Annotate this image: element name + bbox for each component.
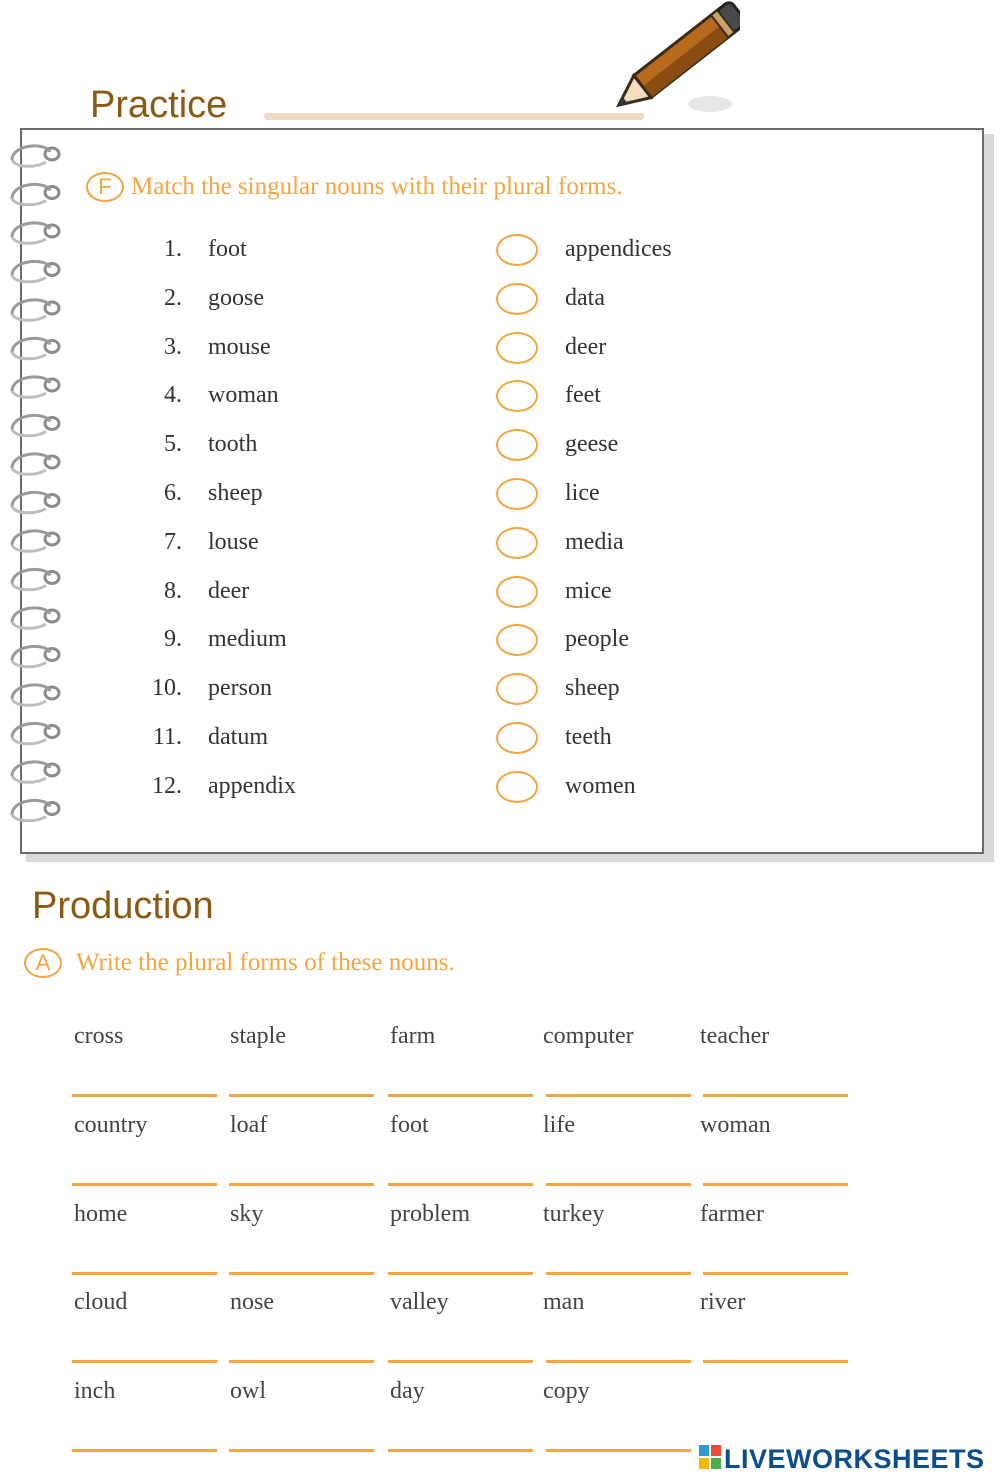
- item-number: 1.: [164, 236, 182, 262]
- answer-blank-input[interactable]: [703, 1272, 848, 1275]
- item-number: 7.: [164, 528, 182, 555]
- noun-prompt: nose: [230, 1289, 274, 1316]
- singular-noun: woman: [208, 382, 279, 409]
- answer-blank-input[interactable]: [703, 1094, 848, 1097]
- item-number: 8.: [164, 577, 182, 604]
- plural-option: people: [565, 626, 629, 653]
- noun-prompt: turkey: [543, 1200, 605, 1227]
- noun-prompt: home: [74, 1200, 128, 1227]
- answer-blank-input[interactable]: [72, 1094, 217, 1097]
- answer-blank-input[interactable]: [388, 1183, 533, 1186]
- answer-circle-input[interactable]: [496, 332, 538, 364]
- plural-option: deer: [565, 333, 607, 360]
- singular-noun: goose: [208, 284, 264, 311]
- singular-noun: deer: [208, 577, 250, 604]
- production-instruction: Write the plural forms of these nouns.: [76, 949, 455, 976]
- singular-noun: tooth: [208, 431, 258, 458]
- answer-circle-input[interactable]: [496, 576, 538, 608]
- answer-circle-input[interactable]: [496, 429, 538, 461]
- plural-option: lice: [565, 480, 600, 506]
- plural-option: sheep: [565, 675, 620, 702]
- answer-blank-input[interactable]: [229, 1183, 374, 1186]
- item-number: 4.: [164, 382, 182, 409]
- answer-blank-input[interactable]: [229, 1094, 374, 1097]
- plural-option: feet: [565, 382, 601, 409]
- spiral-binding-icon: [6, 140, 66, 830]
- answer-blank-input[interactable]: [546, 1094, 691, 1097]
- noun-prompt: teacher: [700, 1023, 770, 1049]
- item-number: 6.: [164, 480, 182, 506]
- production-title: Production: [32, 885, 214, 927]
- liveworksheets-logo: LIVEWORKSHEETS: [724, 1444, 985, 1474]
- answer-circle-input[interactable]: [496, 771, 538, 803]
- liveworksheets-logo-icon: [699, 1445, 721, 1469]
- noun-prompt: woman: [700, 1111, 771, 1138]
- answer-blank-input[interactable]: [388, 1449, 533, 1452]
- answer-circle-input[interactable]: [496, 478, 538, 510]
- singular-noun: louse: [208, 528, 259, 555]
- item-number: 12.: [152, 772, 182, 799]
- answer-blank-input[interactable]: [72, 1449, 217, 1452]
- noun-prompt: copy: [543, 1378, 590, 1405]
- plural-option: geese: [565, 431, 619, 458]
- answer-circle-input[interactable]: [496, 234, 538, 266]
- answer-blank-input[interactable]: [388, 1272, 533, 1275]
- singular-noun: person: [208, 675, 272, 702]
- noun-prompt: computer: [543, 1023, 634, 1049]
- answer-blank-input[interactable]: [72, 1183, 217, 1186]
- answer-blank-input[interactable]: [388, 1094, 533, 1097]
- title-underline: [264, 113, 644, 120]
- singular-noun: medium: [208, 626, 287, 653]
- noun-prompt: country: [74, 1111, 148, 1138]
- singular-noun: sheep: [208, 480, 263, 506]
- item-number: 10.: [152, 675, 182, 702]
- answer-blank-input[interactable]: [229, 1360, 374, 1363]
- singular-noun: datum: [208, 724, 268, 750]
- answer-circle-input[interactable]: [496, 527, 538, 559]
- pencil-icon: [600, 0, 740, 130]
- noun-prompt: farm: [390, 1023, 436, 1049]
- item-number: 5.: [164, 431, 182, 458]
- noun-prompt: valley: [390, 1289, 449, 1316]
- practice-instruction: Match the singular nouns with their plural forms.: [131, 173, 623, 200]
- noun-prompt: foot: [390, 1111, 429, 1138]
- plural-option: appendices: [565, 236, 672, 262]
- plural-option: women: [565, 772, 636, 799]
- noun-prompt: river: [700, 1289, 746, 1316]
- answer-blank-input[interactable]: [546, 1449, 691, 1452]
- answer-blank-input[interactable]: [72, 1360, 217, 1363]
- noun-prompt: staple: [230, 1023, 286, 1049]
- noun-prompt: inch: [74, 1378, 116, 1405]
- noun-prompt: sky: [230, 1200, 264, 1227]
- answer-blank-input[interactable]: [703, 1360, 848, 1363]
- item-number: 2.: [164, 284, 182, 311]
- answer-circle-input[interactable]: [496, 673, 538, 705]
- noun-prompt: owl: [230, 1378, 266, 1405]
- plural-option: teeth: [565, 724, 612, 750]
- exercise-badge-a: A: [24, 948, 62, 978]
- exercise-badge-f: F: [86, 172, 124, 202]
- answer-blank-input[interactable]: [546, 1360, 691, 1363]
- answer-blank-input[interactable]: [388, 1360, 533, 1363]
- answer-circle-input[interactable]: [496, 283, 538, 315]
- answer-circle-input[interactable]: [496, 722, 538, 754]
- answer-blank-input[interactable]: [546, 1183, 691, 1186]
- answer-blank-input[interactable]: [229, 1449, 374, 1452]
- item-number: 3.: [164, 333, 182, 360]
- noun-prompt: loaf: [230, 1111, 268, 1138]
- plural-option: data: [565, 284, 605, 311]
- noun-prompt: problem: [390, 1200, 470, 1227]
- item-number: 11.: [152, 724, 182, 750]
- singular-noun: appendix: [208, 772, 296, 799]
- singular-noun: mouse: [208, 333, 271, 360]
- noun-prompt: man: [543, 1289, 585, 1316]
- noun-prompt: farmer: [700, 1200, 764, 1227]
- noun-prompt: cloud: [74, 1289, 128, 1316]
- answer-blank-input[interactable]: [72, 1272, 217, 1275]
- answer-blank-input[interactable]: [703, 1183, 848, 1186]
- plural-option: media: [565, 528, 624, 555]
- noun-prompt: cross: [74, 1023, 124, 1049]
- noun-prompt: life: [543, 1111, 575, 1138]
- item-number: 9.: [164, 626, 182, 653]
- answer-blank-input[interactable]: [546, 1272, 691, 1275]
- singular-noun: foot: [208, 236, 247, 262]
- noun-prompt: day: [390, 1378, 425, 1405]
- practice-title: Practice: [90, 84, 228, 126]
- answer-blank-input[interactable]: [229, 1272, 374, 1275]
- plural-option: mice: [565, 577, 612, 604]
